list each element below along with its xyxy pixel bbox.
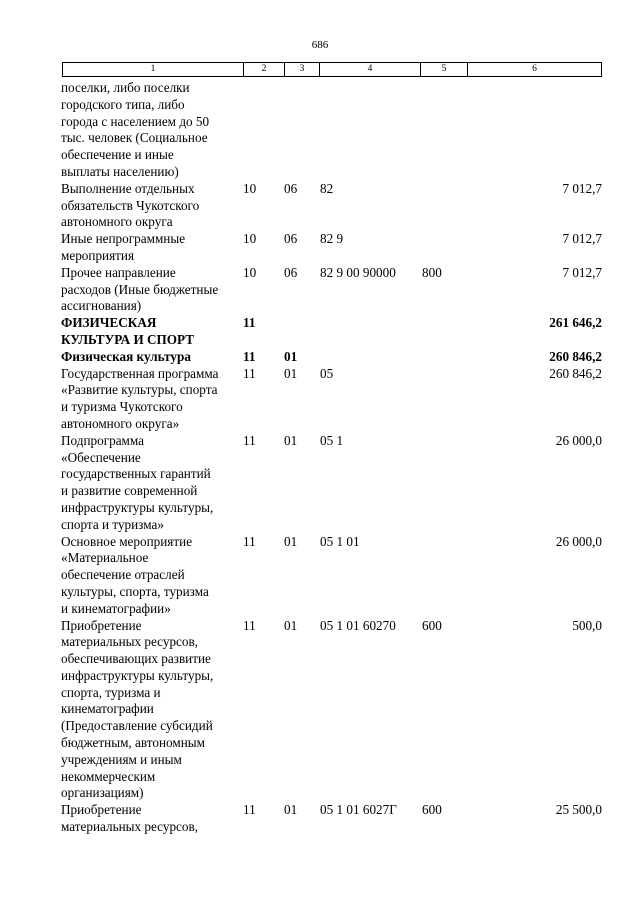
section-code: 10 xyxy=(243,180,257,196)
description-line: автономного округа» xyxy=(61,415,180,431)
section-code: 11 xyxy=(243,315,256,331)
section-code: 11 xyxy=(243,533,256,549)
description-line: и развитие современной xyxy=(61,483,198,499)
row-description xyxy=(61,315,247,349)
amount: 261 646,2 xyxy=(549,315,602,331)
row-description xyxy=(61,349,247,366)
description-line: выплаты населению) xyxy=(61,163,179,179)
description-line: тыс. человек (Социальное xyxy=(61,130,208,146)
section-code: 11 xyxy=(243,365,256,381)
description-line: Приобретение xyxy=(61,802,142,818)
subsection-code: 01 xyxy=(284,432,298,448)
table-row xyxy=(0,433,640,534)
row-description xyxy=(61,231,247,265)
column-header-4: 4 xyxy=(320,63,421,77)
row-description xyxy=(61,265,247,315)
description-line: материальных ресурсов, xyxy=(61,634,199,650)
description-line: некоммерческим xyxy=(61,768,156,784)
description-line: обеспечение отраслей xyxy=(61,567,185,583)
expense-type-code: 800 xyxy=(422,264,442,280)
description-line: города с населением до 50 xyxy=(61,113,210,129)
description-line: Иные непрограммные xyxy=(61,231,186,247)
description-line: «Материальное xyxy=(61,550,149,566)
section-code: 11 xyxy=(243,802,256,818)
subsection-code: 01 xyxy=(284,802,298,818)
amount: 260 846,2 xyxy=(549,365,602,381)
table-row xyxy=(0,802,640,836)
description-line: учреждениям и иным xyxy=(61,751,182,767)
description-line: «Обеспечение xyxy=(61,449,141,465)
expense-type-code: 600 xyxy=(422,617,442,633)
amount: 25 500,0 xyxy=(555,802,602,818)
amount: 26 000,0 xyxy=(555,533,602,549)
table-row xyxy=(0,80,640,181)
column-header-5: 5 xyxy=(421,63,468,77)
description-line: мероприятия xyxy=(61,247,135,263)
row-description xyxy=(61,366,247,433)
target-article-code: 05 xyxy=(320,365,334,381)
description-line: организациям) xyxy=(61,785,144,801)
section-code: 10 xyxy=(243,231,257,247)
description-line: поселки, либо поселки xyxy=(61,80,190,95)
column-header-2: 2 xyxy=(244,63,285,77)
description-line: Физическая культура xyxy=(61,348,191,364)
description-line: расходов (Иные бюджетные xyxy=(61,281,219,297)
page-number: 686 xyxy=(311,39,329,51)
amount: 7 012,7 xyxy=(562,264,602,280)
section-code: 11 xyxy=(243,617,256,633)
subsection-code: 01 xyxy=(284,533,298,549)
description-line: государственных гарантий xyxy=(61,466,211,482)
amount: 7 012,7 xyxy=(562,180,602,196)
description-line: «Развитие культуры, спорта xyxy=(61,382,218,398)
description-line: Выполнение отдельных xyxy=(61,180,195,196)
row-description xyxy=(61,181,247,231)
column-header-3: 3 xyxy=(285,63,320,77)
row-description xyxy=(61,433,247,534)
table-row xyxy=(0,534,640,618)
target-article-code: 82 9 00 90000 xyxy=(320,264,396,280)
description-line: автономного округа xyxy=(61,214,173,230)
table-row xyxy=(0,366,640,433)
description-line: инфраструктуры культуры, xyxy=(61,499,214,515)
section-code: 11 xyxy=(243,348,256,364)
target-article-code: 05 1 01 6027Г xyxy=(320,802,397,818)
description-line: материальных ресурсов, xyxy=(61,819,199,835)
description-line: городского типа, либо xyxy=(61,96,185,112)
description-line: Государственная программа xyxy=(61,365,219,381)
description-line: обеспечение и иные xyxy=(61,147,174,163)
table-row xyxy=(0,349,640,366)
description-line: ФИЗИЧЕСКАЯ xyxy=(61,315,157,331)
column-header-table xyxy=(62,62,602,77)
description-line: (Предоставление субсидий xyxy=(61,718,213,734)
description-line: обязательств Чукотского xyxy=(61,197,200,213)
section-code: 10 xyxy=(243,264,257,280)
subsection-code: 01 xyxy=(284,617,298,633)
subsection-code: 06 xyxy=(284,231,298,247)
target-article-code: 82 xyxy=(320,180,334,196)
description-line: КУЛЬТУРА И СПОРТ xyxy=(61,331,195,347)
description-line: Приобретение xyxy=(61,617,142,633)
row-description xyxy=(61,534,247,618)
section-code: 11 xyxy=(243,432,256,448)
expense-type-code: 600 xyxy=(422,802,442,818)
subsection-code: 06 xyxy=(284,180,298,196)
description-line: инфраструктуры культуры, xyxy=(61,667,214,683)
description-line: и кинематографии» xyxy=(61,600,171,616)
description-line: обеспечивающих развитие xyxy=(61,651,211,667)
table-row xyxy=(0,265,640,315)
column-header-1: 1 xyxy=(63,63,244,77)
budget-table-body xyxy=(0,80,640,836)
description-line: Подпрограмма xyxy=(61,432,145,448)
description-line: ассигнования) xyxy=(61,298,142,314)
row-description xyxy=(61,618,247,803)
amount: 7 012,7 xyxy=(562,231,602,247)
subsection-code: 06 xyxy=(284,264,298,280)
target-article-code: 05 1 01 60270 xyxy=(320,617,396,633)
description-line: Основное мероприятие xyxy=(61,533,193,549)
table-row xyxy=(0,181,640,231)
description-line: бюджетным, автономным xyxy=(61,735,205,751)
description-line: Прочее направление xyxy=(61,264,176,280)
description-line: и туризма Чукотского xyxy=(61,399,183,415)
column-header-6: 6 xyxy=(468,63,602,77)
target-article-code: 05 1 xyxy=(320,432,344,448)
row-description xyxy=(61,80,247,181)
subsection-code: 01 xyxy=(284,348,298,364)
row-description xyxy=(61,802,247,836)
table-row xyxy=(0,618,640,803)
description-line: спорта, туризма и xyxy=(61,684,161,700)
table-row xyxy=(0,231,640,265)
amount: 500,0 xyxy=(572,617,602,633)
description-line: культуры, спорта, туризма xyxy=(61,583,209,599)
target-article-code: 82 9 xyxy=(320,231,344,247)
description-line: спорта и туризма» xyxy=(61,516,164,532)
amount: 260 846,2 xyxy=(549,348,602,364)
amount: 26 000,0 xyxy=(555,432,602,448)
table-row xyxy=(0,315,640,349)
target-article-code: 05 1 01 xyxy=(320,533,360,549)
subsection-code: 01 xyxy=(284,365,298,381)
description-line: кинематографии xyxy=(61,701,154,717)
